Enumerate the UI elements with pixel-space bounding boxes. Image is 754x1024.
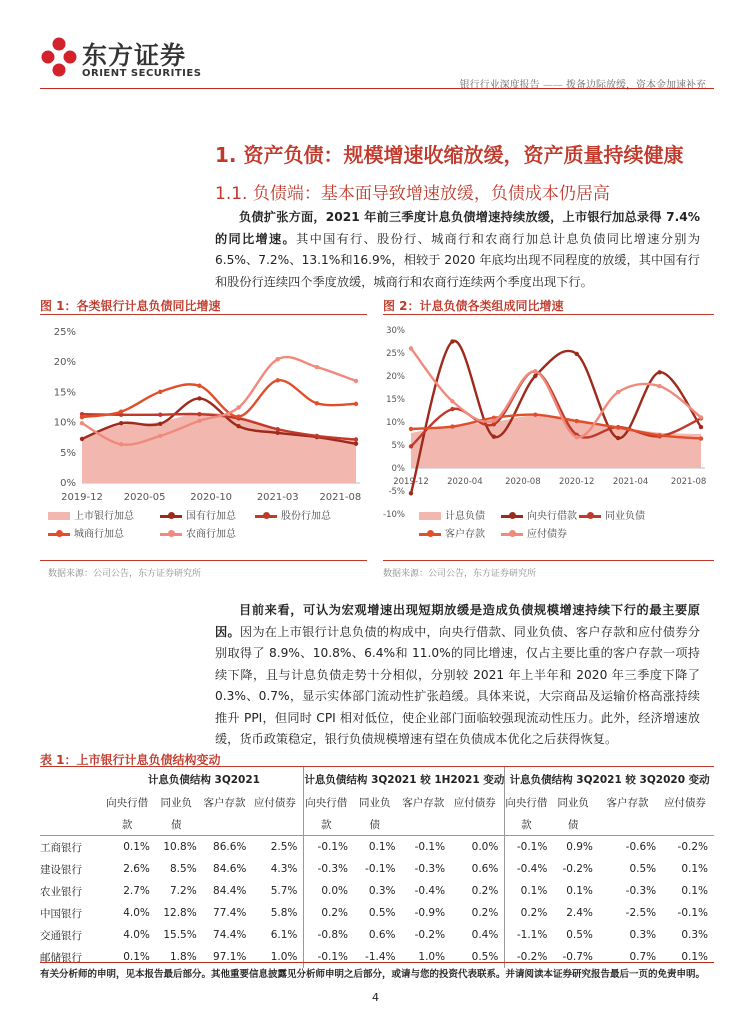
table-cell: 0.5% xyxy=(566,929,593,941)
table-corner-cell xyxy=(40,767,104,791)
table-cell: -0.3% xyxy=(625,885,657,897)
legend-label: 国有行加总 xyxy=(186,511,236,522)
legend-label: 向央行借款 xyxy=(527,511,577,522)
table-cell: 15.5% xyxy=(163,929,197,941)
table-cell: 2.6% xyxy=(123,863,150,875)
table-cell: 0.7% xyxy=(629,951,657,963)
logo-name-cn: 东方证券 xyxy=(82,41,187,70)
legend-item xyxy=(579,507,645,522)
table-cell: 0.1% xyxy=(520,885,548,897)
chart1-point xyxy=(315,401,319,405)
chart1-point xyxy=(158,390,162,394)
chart2-x-tick: 2021-08 xyxy=(670,477,707,487)
table-cell: 0.2% xyxy=(321,907,349,919)
chart1-y-tick: 20% xyxy=(53,357,76,369)
chart2-point xyxy=(616,436,620,440)
legend-label: 计息负债 xyxy=(445,511,485,522)
chart1-point xyxy=(354,442,358,446)
table-cell: -0.2% xyxy=(677,841,708,853)
chart1-point xyxy=(158,422,162,426)
table-cell: 97.1% xyxy=(213,951,247,963)
table-cell: 4.0% xyxy=(123,907,150,919)
table-cell: 0.3% xyxy=(629,929,657,941)
legend-swatch xyxy=(48,533,70,536)
chart1-point xyxy=(315,434,319,438)
paragraph-2-lead: 目前来看，可认为宏观增速出现短期放缓是造成负债规模增速持续下行的最主要原因。 xyxy=(215,603,700,639)
table-cell xyxy=(402,813,452,836)
table-cell: -0.6% xyxy=(625,841,657,853)
table-cell: 5.8% xyxy=(252,902,304,924)
table-cell: 0.1% xyxy=(681,863,708,875)
table-cell: 向央行借 xyxy=(106,796,149,809)
figure-1-rule xyxy=(40,314,367,315)
footer-disclaimer: 有关分析师的申明，见本报告最后部分。其他重要信息披露见分析师申明之后部分，或请与您的投资代表联系。并请阅读本证券研究报告最后一页的免责申明。 xyxy=(40,969,706,980)
chart1-y-tick: 25% xyxy=(53,327,76,338)
chart1-y-tick: 15% xyxy=(53,387,76,399)
report-subtitle: 拨备边际放缓，资本金加速补充 xyxy=(566,80,706,91)
chart2-x-tick: 2021-04 xyxy=(612,477,649,487)
chart1-point xyxy=(158,413,162,417)
legend-label: 客户存款 xyxy=(445,529,485,540)
chart2-point xyxy=(657,384,661,388)
page-number: 4 xyxy=(372,991,379,1004)
table-cell: 2.5% xyxy=(252,836,304,859)
chart1-point xyxy=(197,384,201,388)
table-cell: 0.3% xyxy=(681,929,708,941)
table-cell xyxy=(451,813,505,836)
table-row xyxy=(40,946,714,968)
table-row xyxy=(40,880,714,902)
legend-swatch xyxy=(160,533,182,536)
bank-name-cell: 建设银行 xyxy=(40,863,82,876)
table-cell: 4.3% xyxy=(252,858,304,880)
table-cell: 77.4% xyxy=(213,907,247,919)
chart2-point xyxy=(575,435,579,439)
table-cell: 客户存款 xyxy=(203,796,246,809)
table-cell: -2.5% xyxy=(625,907,657,919)
table-group-header-row xyxy=(40,767,714,791)
legend-swatch xyxy=(255,515,277,518)
bank-name-cell xyxy=(40,813,104,836)
bank-name-cell: 交通银行 xyxy=(40,929,82,942)
legend-label: 应付债券 xyxy=(527,529,567,540)
chart1-point xyxy=(80,437,84,441)
chart2-point xyxy=(533,374,537,378)
group-header-2: 计息负债结构 3Q2021 较 1H2021 变动 xyxy=(304,767,505,791)
chart1-x-tick: 2021-08 xyxy=(319,492,362,503)
figure-2-bottom-rule xyxy=(383,560,714,561)
table-cell: 同业负 xyxy=(557,796,589,809)
table-cell: 0.2% xyxy=(520,907,548,919)
logo xyxy=(40,36,78,78)
figure-2-source: 数据来源：公司公告，东方证券研究所 xyxy=(383,569,537,579)
table-row xyxy=(40,924,714,946)
legend-swatch xyxy=(419,533,441,536)
bank-name-cell xyxy=(40,791,104,813)
chart1-point xyxy=(80,415,84,419)
chart2-point xyxy=(699,436,703,440)
table-cell: 0.1% xyxy=(681,885,708,897)
section-title: 1. 资产负债：规模增速收缩放缓，资产质量持续健康 xyxy=(215,143,684,167)
chart2-x-tick: 2020-04 xyxy=(447,477,483,487)
paragraph-1-body: 其中国有行、股份行、城商行和农商行加总计息负债同比增速分别为 6.5%、7.2%、13.1%和16.9%，相较于 2020 年底均出现不同程度的放缓，其中国有行和股份行连续四个季度放缓，城商行和农商行连续两个季度出现下行。 xyxy=(215,231,701,289)
report-type: 银行行业深度报告 xyxy=(459,80,540,91)
table-header-row-2 xyxy=(40,813,714,836)
chart1-point xyxy=(119,410,123,414)
table-cell: 10.8% xyxy=(163,841,197,853)
chart1-y-tick: 5% xyxy=(60,447,76,459)
chart1-point xyxy=(119,421,123,425)
chart1-x-tick: 2021-03 xyxy=(256,492,299,503)
table-cell: 0.5% xyxy=(629,863,657,875)
chart1-y-tick: 0% xyxy=(60,478,76,489)
table-1-title: 表 1：上市银行计息负债结构变动 xyxy=(40,753,221,767)
chart1-point xyxy=(354,402,358,406)
chart2-point xyxy=(575,419,579,423)
table-cell: 债 xyxy=(171,818,182,831)
chart1-point xyxy=(236,405,240,409)
table-cell: 向央行借 xyxy=(305,796,348,809)
table-header-row-1 xyxy=(40,791,714,813)
table-cell: 5.7% xyxy=(252,880,304,902)
chart1-point xyxy=(197,412,201,416)
chart1-point xyxy=(354,437,358,441)
table-1 xyxy=(40,767,714,968)
table-cell: -0.2% xyxy=(414,929,446,941)
legend-item xyxy=(419,525,485,540)
chart1-point xyxy=(119,442,123,446)
chart1-point xyxy=(276,357,280,361)
chart2-x-tick: 2020-08 xyxy=(505,477,541,487)
table-cell: 0.1% xyxy=(681,951,708,963)
figure-2-title: 图 2：计息负债各类组成同比增速 xyxy=(383,299,564,313)
chart2-y-tick: 15% xyxy=(386,395,405,405)
table-cell: 84.6% xyxy=(213,863,247,875)
bank-name-cell: 邮储银行 xyxy=(40,951,82,964)
chart2-point xyxy=(450,424,454,428)
table-cell: 0.0% xyxy=(451,836,505,859)
chart2-point xyxy=(450,407,454,411)
chart2-point xyxy=(533,412,537,416)
figure-1-chart xyxy=(40,318,367,518)
legend-swatch xyxy=(419,512,441,520)
table-cell: 0.4% xyxy=(451,924,505,946)
legend-item xyxy=(48,525,124,540)
group-header-3: 计息负债结构 3Q2021 较 3Q2020 变动 xyxy=(509,773,710,786)
chart2-y-tick: 5% xyxy=(391,441,405,451)
table-cell: 74.4% xyxy=(213,929,247,941)
table-cell: 8.5% xyxy=(170,863,197,875)
table-cell: 应付债券 xyxy=(451,791,505,813)
table-cell: -0.7% xyxy=(562,951,593,963)
table-cell: 0.1% xyxy=(566,885,593,897)
chart2-point xyxy=(616,390,620,394)
table-cell: 同业负 xyxy=(359,796,391,809)
legend-swatch xyxy=(501,515,523,518)
chart1-point xyxy=(236,424,240,428)
logo-name-en: ORIENT SECURITIES xyxy=(82,68,202,79)
table-cell: 4.0% xyxy=(123,929,150,941)
table-cell: 款 xyxy=(521,818,532,831)
chart1-point xyxy=(276,427,280,431)
table-cell xyxy=(599,813,662,836)
subsection-title: 1.1. 负债端：基本面导致增速放缓，负债成本仍居高 xyxy=(215,184,610,204)
table-cell: 2.4% xyxy=(566,907,593,919)
chart1-point xyxy=(158,434,162,438)
figure-2-rule xyxy=(383,314,714,315)
table-row xyxy=(40,836,714,859)
legend-item xyxy=(501,525,567,540)
header-separator: —— xyxy=(542,80,563,91)
legend-swatch xyxy=(579,515,601,518)
table-cell: 0.3% xyxy=(368,885,396,897)
paragraph-1 xyxy=(215,207,700,293)
chart2-point xyxy=(492,435,496,439)
chart1-point xyxy=(197,396,201,400)
chart2-point xyxy=(616,425,620,429)
chart2-area-计息负债 xyxy=(411,415,701,468)
chart1-point xyxy=(236,414,240,418)
table-cell: 86.6% xyxy=(213,841,247,853)
table-cell: -0.1% xyxy=(365,863,396,875)
table-cell: -0.1% xyxy=(317,951,349,963)
legend-label: 同业负债 xyxy=(605,511,645,522)
chart2-y-tick: 10% xyxy=(386,418,405,428)
chart1-x-tick: 2019-12 xyxy=(61,492,103,503)
chart2-point xyxy=(575,352,579,356)
table-cell: 款 xyxy=(121,818,133,831)
table-cell: 0.2% xyxy=(451,902,505,924)
chart2-point xyxy=(699,415,703,419)
table-cell: -0.1% xyxy=(317,841,349,853)
table-cell: 客户存款 xyxy=(606,796,649,809)
legend-item xyxy=(501,507,577,522)
table-cell: 债 xyxy=(369,818,381,831)
table-cell: -1.1% xyxy=(516,929,548,941)
table-cell: 应付债券 xyxy=(252,791,304,813)
table-cell: -0.4% xyxy=(516,863,548,875)
figure-2-legend xyxy=(383,505,714,541)
figure-1-legend xyxy=(40,505,367,541)
table-cell: 0.1% xyxy=(123,841,150,853)
bank-name-cell: 农业银行 xyxy=(40,885,82,898)
chart2-point xyxy=(409,444,413,448)
table-cell: 12.8% xyxy=(163,907,197,919)
group-header-1: 计息负债结构 3Q2021 xyxy=(104,767,303,791)
table-cell: 应付债券 xyxy=(664,796,707,809)
legend-item xyxy=(255,507,331,522)
paragraph-2 xyxy=(215,600,700,751)
legend-label: 城商行加总 xyxy=(74,529,124,540)
table-cell: -0.1% xyxy=(677,907,708,919)
table-cell: -0.3% xyxy=(317,863,349,875)
chart2-y-tick: 30% xyxy=(386,326,405,336)
legend-swatch xyxy=(160,515,182,518)
table-cell: -0.1% xyxy=(414,841,446,853)
chart1-point xyxy=(315,365,319,369)
bank-name-cell: 中国银行 xyxy=(40,907,82,920)
table-cell: 客户存款 xyxy=(402,796,445,809)
paragraph-2-body: 因为在上市银行计息负债的构成中，向央行借款、同业负债、客户存款和应付债券分别取得了 8.9%、10.8%、6.4%和 11.0%的同比增速，仅占主要比重的客户存款一项持续下降，且与计息负债走势十分相似，分别较 2021 年上半年和 2020 年三季度下降了 0.3%、0.7%，显示实体部门流动性扩张趋缓。具体来说，大宗商品及运输价格高涨持续推升 PPI，但同时 CPI 相对低位，使企业部门面临较强现流动性压力。此外，经济增速放缓，货币政策稳定，银行负债规模增速有望在负债成本优化之后获得恢复。 xyxy=(215,624,701,746)
legend-item xyxy=(160,507,236,522)
chart2-x-tick: 2019-12 xyxy=(393,477,429,487)
chart2-point xyxy=(699,425,703,429)
table-cell: 向央行借 xyxy=(505,796,548,809)
chart2-x-tick: 2020-12 xyxy=(558,477,595,487)
chart1-y-tick: 10% xyxy=(53,417,76,429)
figure-2-chart xyxy=(383,318,714,518)
table-cell: -0.1% xyxy=(516,841,548,853)
table-cell: 0.1% xyxy=(368,841,396,853)
logo-mark-icon xyxy=(40,36,78,78)
chart2-point xyxy=(409,427,413,431)
table-cell: 同业负 xyxy=(160,796,193,809)
legend-item xyxy=(160,525,236,540)
table-cell: 7.2% xyxy=(170,885,197,897)
paragraph-1-lead: 负债扩张方面，2021 年前三季度计息负债增速持续放缓，上市银行加总录得 7.4%的同比增速。 xyxy=(215,210,700,246)
table-cell: 0.1% xyxy=(123,951,150,963)
legend-label: 上市银行加总 xyxy=(74,511,134,522)
table-cell: 债 xyxy=(567,818,579,831)
table-cell: -0.8% xyxy=(317,929,349,941)
table-cell: 0.5% xyxy=(451,946,505,968)
bank-name-cell: 工商银行 xyxy=(40,841,82,854)
table-row xyxy=(40,902,714,924)
table-cell: 1.0% xyxy=(418,951,446,963)
figure-1-bottom-rule xyxy=(40,560,367,561)
table-cell: 款 xyxy=(320,818,332,831)
legend-swatch xyxy=(48,512,70,520)
table-cell: 1.8% xyxy=(170,951,197,963)
chart2-point xyxy=(657,433,661,437)
table-cell: 0.9% xyxy=(566,841,593,853)
chart2-point xyxy=(492,418,496,422)
chart2-y-tick: 20% xyxy=(386,372,405,382)
legend-label: 农商行加总 xyxy=(186,529,236,540)
chart2-point xyxy=(409,346,413,350)
chart2-point xyxy=(533,369,537,373)
header-divider xyxy=(40,88,714,89)
table-cell: -1.4% xyxy=(365,951,396,963)
table-cell: 2.7% xyxy=(123,885,150,897)
table-cell: 0.0% xyxy=(321,885,349,897)
table-cell: 0.2% xyxy=(451,880,505,902)
footer-rule xyxy=(40,962,714,963)
figure-1-title: 图 1：各类银行计息负债同比增速 xyxy=(40,299,221,313)
chart1-x-tick: 2020-05 xyxy=(123,492,166,503)
table-cell: -0.4% xyxy=(414,885,446,897)
chart2-point xyxy=(450,399,454,403)
table-cell: 6.1% xyxy=(252,924,304,946)
table-cell: 0.6% xyxy=(451,858,505,880)
chart2-y-tick: -10% xyxy=(383,510,405,518)
chart1-point xyxy=(197,419,201,423)
chart1-x-tick: 2020-10 xyxy=(190,492,233,503)
table-cell: -0.2% xyxy=(516,951,548,963)
legend-item xyxy=(419,507,485,522)
table-cell: 0.5% xyxy=(368,907,396,919)
table-cell xyxy=(252,813,304,836)
chart2-point xyxy=(409,491,413,495)
table-cell: -0.3% xyxy=(414,863,446,875)
chart2-y-tick: 25% xyxy=(386,349,405,359)
chart1-point xyxy=(354,379,358,383)
table-cell xyxy=(662,813,714,836)
table-cell: 84.4% xyxy=(213,885,247,897)
table-cell: 1.0% xyxy=(252,946,304,968)
figure-1-source: 数据来源：公司公告，东方证券研究所 xyxy=(48,569,202,579)
table-cell: -0.9% xyxy=(414,907,446,919)
chart2-point xyxy=(657,370,661,374)
chart2-y-tick: -5% xyxy=(388,487,405,497)
chart2-point xyxy=(450,339,454,343)
table-cell: 0.6% xyxy=(368,929,396,941)
table-cell: -0.2% xyxy=(562,863,593,875)
chart1-point xyxy=(80,421,84,425)
table-cell xyxy=(203,813,253,836)
legend-item xyxy=(48,507,134,522)
legend-label: 股份行加总 xyxy=(281,511,331,522)
chart2-y-tick: 0% xyxy=(391,464,405,474)
table-row xyxy=(40,858,714,880)
chart1-point xyxy=(276,378,280,382)
legend-swatch xyxy=(501,533,523,536)
